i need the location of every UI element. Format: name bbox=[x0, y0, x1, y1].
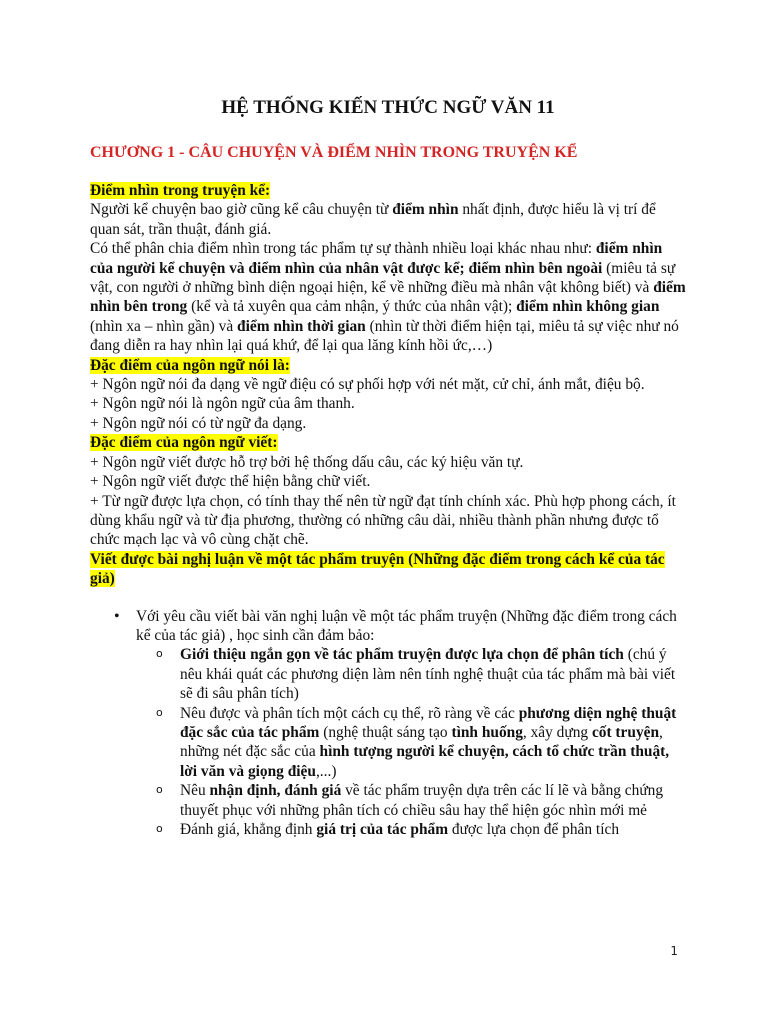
list-item: + Ngôn ngữ nói là ngôn ngữ của âm thanh. bbox=[90, 395, 355, 413]
list-item: o Đánh giá, khẳng định giá trị của tác phẩm được lựa chọn để phân tích bbox=[134, 820, 686, 839]
list-item: o Nêu được và phân tích một cách cụ thể, rõ ràng về các phương diện nghệ thuật đặc sắc của tác phẩm (nghệ thuật sáng tạo tình huống, xây dựng cốt truyện, những nét đặc sắc của hình tượng người kể chuyện, cách tổ chức trần thuật, lời văn và giọng điệu,...) bbox=[134, 704, 686, 782]
paragraph-point-of-view-definition: Người kể chuyện bao giờ cũng kể câu chuyện từ điểm nhìn nhất định, được hiểu là vị trí để quan sát, trần thuật, đánh giá. bbox=[90, 201, 656, 238]
list-item: o Giới thiệu ngắn gọn về tác phẩm truyện được lựa chọn để phân tích (chú ý nêu khái quát các phương diện làm nên tính nghệ thuật của tác phẩm mà bài viết sẽ đi sâu phân tích) bbox=[134, 645, 686, 703]
section-heading-argumentative-essay bbox=[90, 550, 686, 589]
section-heading-written-language bbox=[90, 433, 686, 452]
page-content bbox=[90, 96, 686, 839]
list-item: + Ngôn ngữ viết được thể hiện bằng chữ viết. bbox=[90, 473, 371, 491]
list-item: + Ngôn ngữ nói có từ ngữ đa dạng. bbox=[90, 414, 307, 432]
chapter-heading: CHƯƠNG 1 - CÂU CHUYỆN VÀ ĐIỂM NHÌN TRONG TRUYỆN KỂ bbox=[90, 144, 578, 161]
page-number: 1 bbox=[670, 944, 678, 958]
list-item: • Với yêu cầu viết bài văn nghị luận về một tác phẩm truyện (Những đặc điểm trong cách kể của tác giả) , học sinh cần đảm bảo: o Giới thiệu ngắn gọn về tác phẩm truyện được lựa chọn để phân tích (chú ý nêu khái quát các phương diện làm nên tính nghệ thuật của tác phẩm mà bài viết sẽ đi sâu phân tích) o Nêu được và phân tích một cách cụ thể, rõ ràng về các phương diện nghệ thuật đặc sắc của tác phẩm (nghệ thuật sáng tạo tình huống, xây dựng cốt truyện, những nét đặc sắc của hình tượng người kể chuyện, cách tổ chức trần thuật, lời văn và giọng điệu,...) o Nêu nhận định, đánh giá về tác phẩm truyện dựa trên các lí lẽ và bằng chứng thuyết phục với những phân tích có chiều sâu hay thể hiện góc nhìn mới mẻ o Đánh giá, khẳng định giá trị của tác phẩm được lựa chọn để phân tích bbox=[90, 607, 686, 840]
list-item: o Nêu nhận định, đánh giá về tác phẩm truyện dựa trên các lí lẽ và bằng chứng thuyết phục với những phân tích có chiều sâu hay thể hiện góc nhìn mới mẻ bbox=[134, 781, 686, 820]
sub-list bbox=[136, 645, 686, 839]
section-heading-spoken-language bbox=[90, 356, 686, 375]
list-item: + Ngôn ngữ viết được hỗ trợ bởi hệ thống dấu câu, các ký hiệu văn tự. bbox=[90, 453, 524, 471]
document-title: HỆ THỐNG KIẾN THỨC NGỮ VĂN 11 bbox=[221, 97, 555, 118]
highlighted-heading: Đặc điểm của ngôn ngữ viết: bbox=[90, 434, 278, 452]
highlighted-heading: Viết được bài nghị luận về một tác phẩm truyện (Những đặc điểm trong cách kể của tác giả) bbox=[90, 550, 665, 588]
highlighted-heading: Điểm nhìn trong truyện kể: bbox=[90, 182, 271, 199]
highlighted-heading: Đặc điểm của ngôn ngữ nói là: bbox=[90, 356, 290, 374]
list-item: + Từ ngữ được lựa chọn, có tính thay thế nên từ ngữ đạt tính chính xác. Phù hợp phong cách, ít dùng khẩu ngữ và từ địa phương, thường có những câu dài, nhiều thành phần nhưng được tổ chức mạch lạc và vô cùng chặt chẽ. bbox=[90, 492, 676, 549]
list-item: + Ngôn ngữ nói đa dạng về ngữ điệu có sự phối hợp với nét mặt, cử chỉ, ánh mắt, điệu bộ. bbox=[90, 376, 645, 394]
paragraph-point-of-view-types: Có thể phân chia điểm nhìn trong tác phẩm tự sự thành nhiều loại khác nhau như: điểm nhìn của người kể chuyện và điểm nhìn của nhân vật được kể; điểm nhìn bên ngoài (miêu tả sự vật, con người ở những bình diện ngoại hiện, kể về những điều mà nhân vật không biết) và điểm nhìn bên trong (kể và tả xuyên qua cảm nhận, ý thức của nhân vật); điểm nhìn không gian (nhìn xa – nhìn gần) và điểm nhìn thời gian (nhìn từ thời điểm hiện tại, miêu tả sự việc như nó đang diễn ra hay nhìn lại quá khứ, để lại qua lăng kính hồi ức,…) bbox=[90, 240, 686, 355]
section-heading-point-of-view bbox=[90, 181, 686, 200]
bullet-list bbox=[90, 607, 686, 840]
